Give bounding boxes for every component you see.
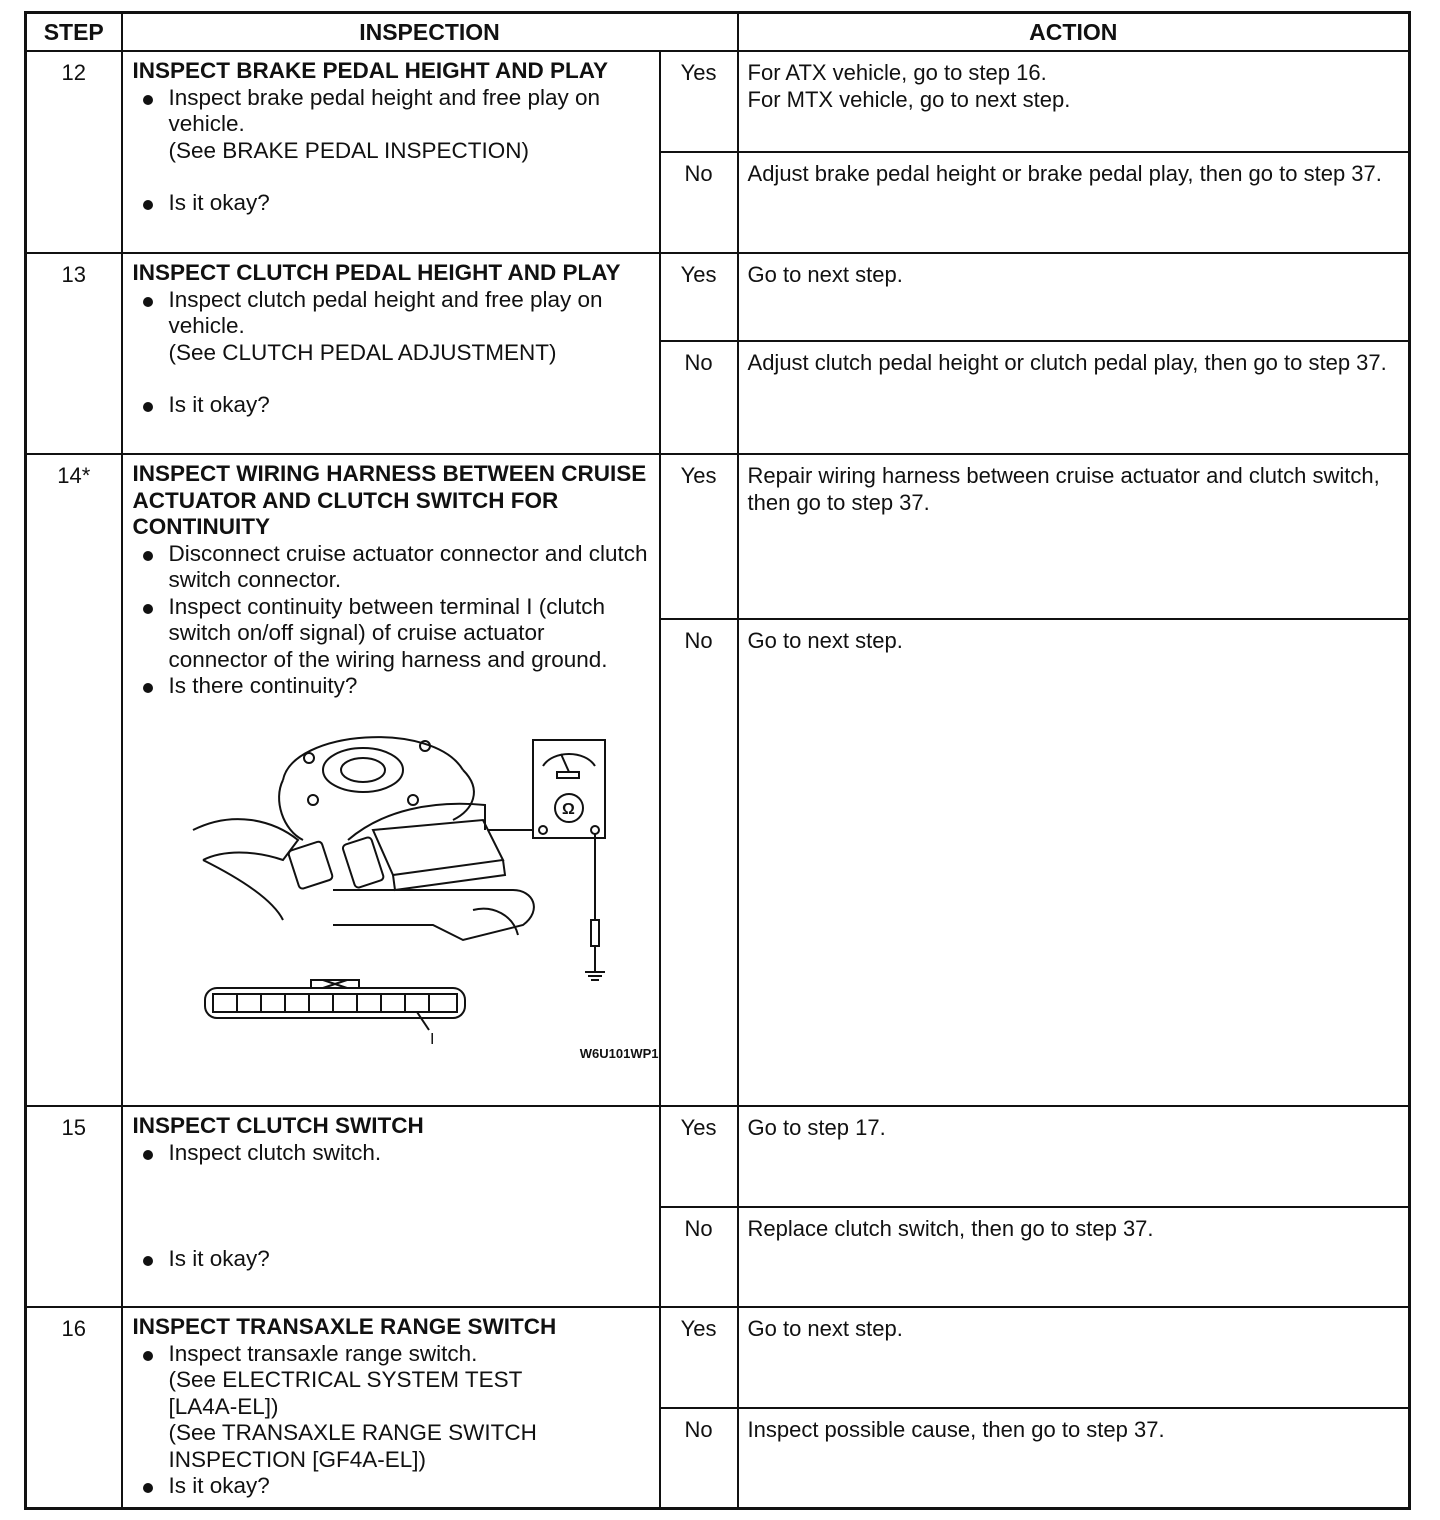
question-bullet: Is it okay?: [133, 1246, 649, 1273]
table-row: [26, 1307, 1410, 1408]
yes-action: Go to step 17.: [738, 1106, 1410, 1207]
table-row: [26, 1106, 1410, 1207]
question-bullet: Is it okay?: [133, 190, 649, 217]
header-inspection: INSPECTION: [122, 13, 738, 52]
continuity-test-illustration: [133, 710, 663, 1070]
bullet-item: Inspect transaxle range switch.: [133, 1341, 649, 1368]
yes-action-line: For ATX vehicle, go to step 16.: [747, 60, 1047, 85]
table-row: [26, 253, 1410, 341]
inspection-cell: [122, 454, 660, 1106]
step-number: 12: [26, 51, 122, 253]
yes-label: Yes: [660, 454, 738, 619]
inspection-title: INSPECT CLUTCH PEDAL HEIGHT AND PLAY: [132, 260, 621, 285]
table-row: [26, 51, 1410, 152]
yes-action-line: For MTX vehicle, go to next step.: [747, 86, 1071, 112]
bullet-item: Inspect continuity between terminal I (clutch switch on/off signal) of cruise actuator connector of the wiring harness and ground.: [133, 594, 649, 674]
inspection-title: INSPECT CLUTCH SWITCH: [132, 1113, 424, 1138]
yes-label: Yes: [660, 1106, 738, 1207]
bullet-item: Inspect clutch switch.: [133, 1140, 649, 1167]
inspection-cell: [122, 253, 660, 454]
bullet-item: Is there continuity?: [133, 673, 649, 700]
inspection-title: INSPECT TRANSAXLE RANGE SWITCH: [132, 1314, 557, 1339]
no-label: No: [660, 1207, 738, 1307]
reference-text: (See ELECTRICAL SYSTEM TEST [LA4A-EL]): [168, 1367, 522, 1419]
diagnostic-table: [24, 11, 1411, 1510]
yes-action: [738, 51, 1410, 152]
no-label: No: [660, 341, 738, 454]
step-number: 14*: [26, 454, 122, 1106]
no-action: Go to next step.: [738, 619, 1410, 1106]
no-label: No: [660, 152, 738, 253]
step-number: 16: [26, 1307, 122, 1508]
bullet-item: Inspect clutch pedal height and free play on vehicle.: [133, 287, 649, 340]
header-action: ACTION: [738, 13, 1410, 52]
illustration-drawing: [133, 710, 663, 1050]
no-action: Adjust clutch pedal height or clutch pedal play, then go to step 37.: [738, 341, 1410, 454]
bullet-item: Disconnect cruise actuator connector and clutch switch connector.: [133, 541, 649, 594]
terminal-label: I: [429, 1030, 434, 1048]
inspection-cell: [122, 1307, 660, 1508]
inspection-cell: [122, 51, 660, 253]
yes-label: Yes: [660, 1307, 738, 1408]
inspection-title: INSPECT BRAKE PEDAL HEIGHT AND PLAY: [132, 58, 608, 83]
header-row: [26, 13, 1410, 52]
no-action: Adjust brake pedal height or brake pedal play, then go to step 37.: [738, 152, 1410, 253]
header-step: STEP: [26, 13, 122, 52]
question-bullet: Is it okay?: [133, 392, 649, 419]
no-action: Inspect possible cause, then go to step 37.: [738, 1408, 1410, 1508]
no-action: Replace clutch switch, then go to step 37.: [738, 1207, 1410, 1307]
table-row: [26, 454, 1410, 619]
step-number: 13: [26, 253, 122, 454]
step-number: 15: [26, 1106, 122, 1307]
no-label: No: [660, 619, 738, 1106]
inspection-cell: [122, 1106, 660, 1307]
yes-action: Go to next step.: [738, 253, 1410, 341]
bullet-item: Inspect brake pedal height and free play on vehicle.: [133, 85, 649, 138]
reference-text: (See CLUTCH PEDAL ADJUSTMENT): [168, 339, 557, 365]
figure-code: W6U101WP1: [579, 1046, 659, 1061]
yes-label: Yes: [660, 253, 738, 341]
reference-text: (See BRAKE PEDAL INSPECTION): [168, 137, 530, 163]
yes-label: Yes: [660, 51, 738, 152]
yes-action: Go to next step.: [738, 1307, 1410, 1408]
meter-symbol: Ω: [561, 800, 575, 818]
question-bullet: Is it okay?: [133, 1473, 649, 1500]
yes-action: Repair wiring harness between cruise actuator and clutch switch, then go to step 37.: [738, 454, 1410, 619]
reference-text: (See TRANSAXLE RANGE SWITCH INSPECTION [GF4A-EL]): [168, 1420, 537, 1472]
inspection-title: INSPECT WIRING HARNESS BETWEEN CRUISE ACTUATOR AND CLUTCH SWITCH FOR CONTINUITY: [132, 461, 647, 539]
no-label: No: [660, 1408, 738, 1508]
